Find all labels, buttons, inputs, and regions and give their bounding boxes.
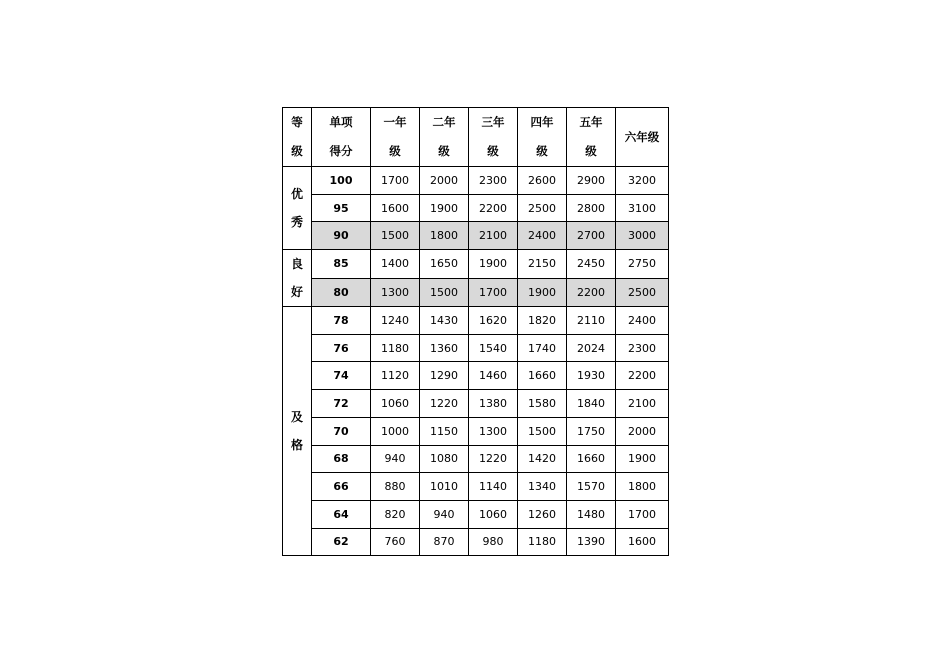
table-row	[283, 445, 669, 473]
score-cell: 90	[312, 222, 371, 250]
value-cell: 1900	[616, 445, 669, 473]
score-cell: 64	[312, 500, 371, 528]
value-cell: 1300	[371, 278, 420, 307]
value-cell: 1660	[518, 362, 567, 390]
score-cell: 100	[312, 167, 371, 195]
value-cell: 1600	[371, 194, 420, 222]
header-year-2: 二年 级	[420, 108, 469, 167]
value-cell: 760	[371, 528, 420, 556]
value-cell: 1430	[420, 307, 469, 335]
table-row	[283, 334, 669, 362]
score-cell: 70	[312, 417, 371, 445]
value-cell: 1620	[469, 307, 518, 335]
value-cell: 1900	[420, 194, 469, 222]
value-cell: 2400	[616, 307, 669, 335]
value-cell: 2750	[616, 250, 669, 279]
score-cell: 95	[312, 194, 371, 222]
table-row	[283, 473, 669, 501]
value-cell: 1060	[371, 390, 420, 418]
value-cell: 1380	[469, 390, 518, 418]
table-row	[283, 307, 669, 335]
table-row	[283, 194, 669, 222]
grade-char: 良	[290, 257, 303, 272]
value-cell: 1500	[420, 278, 469, 307]
table-row	[283, 528, 669, 556]
value-cell: 1120	[371, 362, 420, 390]
value-cell: 1080	[420, 445, 469, 473]
score-cell: 76	[312, 334, 371, 362]
value-cell: 2000	[420, 167, 469, 195]
value-cell: 2150	[518, 250, 567, 279]
score-cell: 80	[312, 278, 371, 307]
value-cell: 940	[420, 500, 469, 528]
value-cell: 2600	[518, 167, 567, 195]
value-cell: 3200	[616, 167, 669, 195]
header-score: 单项 得分	[312, 108, 371, 167]
value-cell: 1240	[371, 307, 420, 335]
value-cell: 2200	[616, 362, 669, 390]
value-cell: 1060	[469, 500, 518, 528]
value-cell: 1180	[518, 528, 567, 556]
value-cell: 1220	[420, 390, 469, 418]
value-cell: 2200	[469, 194, 518, 222]
value-cell: 880	[371, 473, 420, 501]
value-cell: 1150	[420, 417, 469, 445]
header-year-3: 三年 级	[469, 108, 518, 167]
table-row	[283, 167, 669, 195]
header-grade: 等 级	[283, 108, 312, 167]
value-cell: 2900	[567, 167, 616, 195]
value-cell: 2100	[616, 390, 669, 418]
value-cell: 1700	[616, 500, 669, 528]
header-row	[283, 108, 669, 167]
value-cell: 1010	[420, 473, 469, 501]
grade-cell	[283, 307, 312, 556]
table-row	[283, 500, 669, 528]
value-cell: 1400	[371, 250, 420, 279]
value-cell: 1360	[420, 334, 469, 362]
value-cell: 1600	[616, 528, 669, 556]
value-cell: 1570	[567, 473, 616, 501]
value-cell: 2500	[616, 278, 669, 307]
value-cell: 1650	[420, 250, 469, 279]
grade-char: 优	[290, 187, 303, 202]
value-cell: 2400	[518, 222, 567, 250]
value-cell: 2100	[469, 222, 518, 250]
value-cell: 980	[469, 528, 518, 556]
value-cell: 1840	[567, 390, 616, 418]
value-cell: 2200	[567, 278, 616, 307]
value-cell: 1480	[567, 500, 616, 528]
value-cell: 1750	[567, 417, 616, 445]
score-cell: 72	[312, 390, 371, 418]
score-cell: 74	[312, 362, 371, 390]
grade-char: 及	[290, 410, 303, 425]
grade-char: 秀	[290, 215, 303, 230]
header-year-5: 五年 级	[567, 108, 616, 167]
table-row	[283, 250, 669, 279]
grade-char: 好	[290, 285, 303, 300]
value-cell: 1930	[567, 362, 616, 390]
value-cell: 1660	[567, 445, 616, 473]
value-cell: 1580	[518, 390, 567, 418]
table-row	[283, 417, 669, 445]
value-cell: 2300	[469, 167, 518, 195]
header-year-1: 一年 级	[371, 108, 420, 167]
value-cell: 2110	[567, 307, 616, 335]
grade-cell	[283, 250, 312, 307]
value-cell: 1500	[371, 222, 420, 250]
score-cell: 62	[312, 528, 371, 556]
value-cell: 2024	[567, 334, 616, 362]
score-table	[282, 107, 669, 556]
grade-char: 格	[290, 438, 303, 453]
value-cell: 1700	[469, 278, 518, 307]
value-cell: 820	[371, 500, 420, 528]
table-row	[283, 390, 669, 418]
score-cell: 66	[312, 473, 371, 501]
value-cell: 1900	[469, 250, 518, 279]
score-cell: 68	[312, 445, 371, 473]
table-row	[283, 278, 669, 307]
value-cell: 2450	[567, 250, 616, 279]
value-cell: 1900	[518, 278, 567, 307]
value-cell: 1300	[469, 417, 518, 445]
value-cell: 1460	[469, 362, 518, 390]
value-cell: 1420	[518, 445, 567, 473]
value-cell: 1000	[371, 417, 420, 445]
score-cell: 78	[312, 307, 371, 335]
value-cell: 3000	[616, 222, 669, 250]
score-cell: 85	[312, 250, 371, 279]
value-cell: 2800	[567, 194, 616, 222]
value-cell: 940	[371, 445, 420, 473]
value-cell: 1260	[518, 500, 567, 528]
value-cell: 3100	[616, 194, 669, 222]
value-cell: 2700	[567, 222, 616, 250]
value-cell: 1220	[469, 445, 518, 473]
table-body	[283, 167, 669, 556]
table-header	[283, 108, 669, 167]
value-cell: 2500	[518, 194, 567, 222]
value-cell: 1740	[518, 334, 567, 362]
value-cell: 1800	[420, 222, 469, 250]
value-cell: 2300	[616, 334, 669, 362]
table-row	[283, 222, 669, 250]
value-cell: 1540	[469, 334, 518, 362]
value-cell: 1290	[420, 362, 469, 390]
header-year-6: 六年级	[616, 108, 669, 167]
value-cell: 1500	[518, 417, 567, 445]
table-row	[283, 362, 669, 390]
value-cell: 1700	[371, 167, 420, 195]
value-cell: 1340	[518, 473, 567, 501]
value-cell: 1800	[616, 473, 669, 501]
header-year-4: 四年 级	[518, 108, 567, 167]
value-cell: 1140	[469, 473, 518, 501]
value-cell: 1820	[518, 307, 567, 335]
grade-cell	[283, 167, 312, 250]
value-cell: 870	[420, 528, 469, 556]
value-cell: 2000	[616, 417, 669, 445]
value-cell: 1180	[371, 334, 420, 362]
value-cell: 1390	[567, 528, 616, 556]
